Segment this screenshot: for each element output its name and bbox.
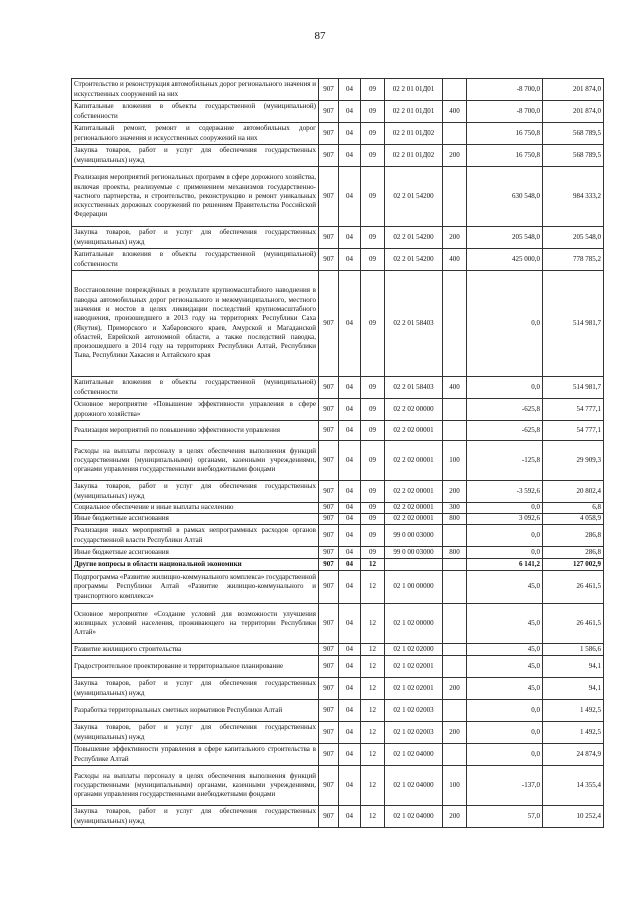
expense-type-cell: 200: [443, 806, 467, 828]
amount-total-cell: 205 548,0: [543, 227, 604, 249]
section-code-cell: 04: [339, 481, 361, 503]
section-code-cell: 04: [339, 377, 361, 399]
section-code-cell: 04: [339, 700, 361, 722]
subsection-code-cell: 12: [361, 604, 385, 644]
table-row: [72, 441, 604, 481]
subsection-code-cell: 09: [361, 101, 385, 123]
amount-total-cell: 4 058,9: [543, 514, 604, 525]
table-row: [72, 249, 604, 271]
amount-total-cell: 20 802,4: [543, 481, 604, 503]
ministry-code-cell: 907: [319, 421, 339, 441]
section-code-cell: 04: [339, 79, 361, 101]
target-article-cell: 02 1 02 02003: [385, 700, 443, 722]
expense-type-cell: [443, 559, 467, 571]
target-article-cell: 02 2 01 54200: [385, 249, 443, 271]
ministry-code-cell: 907: [319, 249, 339, 271]
target-article-cell: 02 2 01 54200: [385, 227, 443, 249]
ministry-code-cell: 907: [319, 571, 339, 604]
amount-change-cell: 0,0: [467, 744, 543, 766]
row-name-cell: Капитальные вложения в объекты государственной (муниципальной) собственности: [72, 377, 319, 399]
target-article-cell: [385, 559, 443, 571]
row-name-cell: Расходы на выплаты персоналу в целях обеспечения выполнения функций государственными (муниципальными) органами, казенными учреждениями, органами управления государственными внебюджетными фондами: [72, 766, 319, 806]
amount-change-cell: 0,0: [467, 503, 543, 514]
amount-total-cell: 26 461,5: [543, 604, 604, 644]
section-code-cell: 04: [339, 503, 361, 514]
expense-type-cell: [443, 123, 467, 145]
section-code-cell: 04: [339, 514, 361, 525]
ministry-code-cell: 907: [319, 766, 339, 806]
ministry-code-cell: 907: [319, 559, 339, 571]
target-article-cell: 02 1 02 04000: [385, 806, 443, 828]
ministry-code-cell: 907: [319, 101, 339, 123]
section-code-cell: 04: [339, 399, 361, 421]
expense-type-cell: 800: [443, 514, 467, 525]
section-code-cell: 04: [339, 571, 361, 604]
amount-change-cell: 0,0: [467, 700, 543, 722]
row-name-cell: Капитальный ремонт, ремонт и содержание автомобильных дорог регионального значения и искусственных сооружений на них: [72, 123, 319, 145]
table-row: [72, 806, 604, 828]
table-body: [72, 79, 604, 828]
table-row: [72, 399, 604, 421]
table-row: [72, 481, 604, 503]
subsection-code-cell: 12: [361, 644, 385, 656]
row-name-cell: Закупка товаров, работ и услуг для обеспечения государственных (муниципальных) нужд: [72, 678, 319, 700]
table-row: [72, 744, 604, 766]
subsection-code-cell: 09: [361, 481, 385, 503]
row-name-cell: Повышение эффективности управления в сфере капитального строительства в Республике Алтай: [72, 744, 319, 766]
section-code-cell: 04: [339, 421, 361, 441]
amount-total-cell: 54 777,1: [543, 399, 604, 421]
ministry-code-cell: 907: [319, 167, 339, 227]
ministry-code-cell: 907: [319, 271, 339, 377]
amount-change-cell: -125,8: [467, 441, 543, 481]
subsection-code-cell: 12: [361, 571, 385, 604]
ministry-code-cell: 907: [319, 722, 339, 744]
expense-type-cell: 800: [443, 547, 467, 559]
amount-change-cell: 3 092,6: [467, 514, 543, 525]
amount-change-cell: 425 000,0: [467, 249, 543, 271]
ministry-code-cell: 907: [319, 547, 339, 559]
subsection-code-cell: 09: [361, 503, 385, 514]
subsection-code-cell: 09: [361, 145, 385, 167]
subsection-code-cell: 12: [361, 722, 385, 744]
row-name-cell: Другие вопросы в области национальной экономики: [72, 559, 319, 571]
section-code-cell: 04: [339, 227, 361, 249]
target-article-cell: 02 1 02 02000: [385, 644, 443, 656]
row-name-cell: Строительство и реконструкция автомобильных дорог регионального значения и искусственных сооружений на них: [72, 79, 319, 101]
expense-type-cell: 400: [443, 249, 467, 271]
expense-type-cell: 100: [443, 441, 467, 481]
row-name-cell: Закупка товаров, работ и услуг для обеспечения государственных (муниципальных) нужд: [72, 722, 319, 744]
expense-type-cell: 400: [443, 377, 467, 399]
amount-total-cell: 94,1: [543, 678, 604, 700]
amount-total-cell: 778 785,2: [543, 249, 604, 271]
amount-total-cell: 568 789,5: [543, 145, 604, 167]
ministry-code-cell: 907: [319, 678, 339, 700]
table-row: [72, 227, 604, 249]
ministry-code-cell: 907: [319, 656, 339, 678]
expense-type-cell: 200: [443, 227, 467, 249]
amount-total-cell: 201 874,0: [543, 79, 604, 101]
subsection-code-cell: 12: [361, 656, 385, 678]
table-row: [72, 604, 604, 644]
amount-total-cell: 1 492,5: [543, 722, 604, 744]
subsection-code-cell: 09: [361, 79, 385, 101]
row-name-cell: Восстановление повреждённых в результате крупномасштабного наводнения в паводка автомобильных дорог регионального и межмуниципального, местного значения и мостов в целях ликвидации последствий крупномасштабного наводнения, произошедшего в 2013 году на территориях Республики Саха (Якутия), Приморского и Хабаровского краев, Амурской и Магаданской областей, Еврейской автономной области, а также последствий паводка, произошедшего в 2014 году на территориях Республики Алтай, Республики Тыва, Республики Хакасия и Алтайского края: [72, 271, 319, 377]
subsection-code-cell: 12: [361, 678, 385, 700]
subsection-code-cell: 09: [361, 271, 385, 377]
target-article-cell: 02 1 02 02001: [385, 656, 443, 678]
amount-change-cell: 16 750,8: [467, 123, 543, 145]
amount-change-cell: 45,0: [467, 604, 543, 644]
section-code-cell: 04: [339, 249, 361, 271]
table-row: [72, 167, 604, 227]
subsection-code-cell: 12: [361, 700, 385, 722]
row-name-cell: Закупка товаров, работ и услуг для обеспечения государственных (муниципальных) нужд: [72, 806, 319, 828]
target-article-cell: 02 1 02 02001: [385, 678, 443, 700]
amount-total-cell: 26 461,5: [543, 571, 604, 604]
amount-change-cell: 0,0: [467, 271, 543, 377]
row-name-cell: Подпрограмма «Развитие жилищно-коммунального комплекса» государственной программы Республики Алтай «Развитие жилищно-коммунального и транспортного комплекса»: [72, 571, 319, 604]
amount-change-cell: 45,0: [467, 678, 543, 700]
section-code-cell: 04: [339, 101, 361, 123]
expense-type-cell: [443, 744, 467, 766]
amount-change-cell: -8 700,0: [467, 79, 543, 101]
amount-total-cell: 984 333,2: [543, 167, 604, 227]
amount-total-cell: 1 586,6: [543, 644, 604, 656]
table-row: [72, 766, 604, 806]
row-name-cell: Основное мероприятие «Создание условий для возможности улучшения жилищных условий населения, проживающего на территории Республики Алтай»: [72, 604, 319, 644]
target-article-cell: 02 2 01 54200: [385, 167, 443, 227]
ministry-code-cell: 907: [319, 79, 339, 101]
row-name-cell: Закупка товаров, работ и услуг для обеспечения государственных (муниципальных) нужд: [72, 145, 319, 167]
row-name-cell: Капитальные вложения в объекты государственной (муниципальной) собственности: [72, 249, 319, 271]
table-row: [72, 656, 604, 678]
expense-type-cell: [443, 399, 467, 421]
row-name-cell: Социальное обеспечение и иные выплаты населению: [72, 503, 319, 514]
ministry-code-cell: 907: [319, 514, 339, 525]
subsection-code-cell: 09: [361, 514, 385, 525]
amount-change-cell: -625,8: [467, 399, 543, 421]
ministry-code-cell: 907: [319, 700, 339, 722]
amount-change-cell: 45,0: [467, 656, 543, 678]
section-code-cell: 04: [339, 167, 361, 227]
amount-total-cell: 94,1: [543, 656, 604, 678]
amount-total-cell: 1 492,5: [543, 700, 604, 722]
row-name-cell: Закупка товаров, работ и услуг для обеспечения государственных (муниципальных) нужд: [72, 481, 319, 503]
amount-change-cell: 0,0: [467, 722, 543, 744]
target-article-cell: 02 1 02 04000: [385, 766, 443, 806]
section-code-cell: 04: [339, 766, 361, 806]
row-name-cell: Капитальные вложения в объекты государственной (муниципальной) собственности: [72, 101, 319, 123]
amount-total-cell: 24 874,9: [543, 744, 604, 766]
target-article-cell: 02 1 00 00000: [385, 571, 443, 604]
amount-change-cell: 630 548,0: [467, 167, 543, 227]
subsection-code-cell: 12: [361, 806, 385, 828]
target-article-cell: 02 2 01 01Д02: [385, 123, 443, 145]
table-row: [72, 145, 604, 167]
expense-type-cell: [443, 167, 467, 227]
target-article-cell: 02 2 01 01Д02: [385, 145, 443, 167]
expense-type-cell: [443, 525, 467, 547]
subsection-code-cell: 09: [361, 167, 385, 227]
target-article-cell: 02 2 01 58403: [385, 377, 443, 399]
subsection-code-cell: 09: [361, 421, 385, 441]
amount-total-cell: 201 874,0: [543, 101, 604, 123]
ministry-code-cell: 907: [319, 744, 339, 766]
subsection-code-cell: 12: [361, 559, 385, 571]
expense-type-cell: 400: [443, 101, 467, 123]
amount-total-cell: 568 789,5: [543, 123, 604, 145]
ministry-code-cell: 907: [319, 227, 339, 249]
amount-change-cell: -137,0: [467, 766, 543, 806]
amount-change-cell: 0,0: [467, 547, 543, 559]
expense-type-cell: 300: [443, 503, 467, 514]
amount-change-cell: -8 700,0: [467, 101, 543, 123]
subsection-code-cell: 09: [361, 123, 385, 145]
target-article-cell: 99 0 00 03000: [385, 525, 443, 547]
amount-total-cell: 514 981,7: [543, 271, 604, 377]
expense-type-cell: [443, 604, 467, 644]
table-row: [72, 644, 604, 656]
section-code-cell: 04: [339, 678, 361, 700]
section-code-cell: 04: [339, 525, 361, 547]
row-name-cell: Иные бюджетные ассигнования: [72, 547, 319, 559]
table-row: [72, 503, 604, 514]
page-number: 87: [314, 30, 326, 42]
expense-type-cell: [443, 571, 467, 604]
target-article-cell: 02 1 02 00000: [385, 604, 443, 644]
ministry-code-cell: 907: [319, 441, 339, 481]
amount-total-cell: 14 355,4: [543, 766, 604, 806]
amount-total-cell: 6,8: [543, 503, 604, 514]
section-code-cell: 04: [339, 559, 361, 571]
section-code-cell: 04: [339, 722, 361, 744]
row-name-cell: Градостроительное проектирование и территориальное планирование: [72, 656, 319, 678]
amount-total-cell: 286,8: [543, 547, 604, 559]
table-row: [72, 547, 604, 559]
row-name-cell: Расходы на выплаты персоналу в целях обеспечения выполнения функций государственными (муниципальными) органами, казенными учреждениями, органами управления государственными внебюджетными фондами: [72, 441, 319, 481]
subsection-code-cell: 09: [361, 441, 385, 481]
table-row: [72, 79, 604, 101]
ministry-code-cell: 907: [319, 123, 339, 145]
ministry-code-cell: 907: [319, 525, 339, 547]
amount-change-cell: -625,8: [467, 421, 543, 441]
subsection-code-cell: 12: [361, 766, 385, 806]
row-name-cell: Иные бюджетные ассигнования: [72, 514, 319, 525]
table-row: [72, 377, 604, 399]
section-code-cell: 04: [339, 271, 361, 377]
expense-type-cell: 100: [443, 766, 467, 806]
amount-change-cell: 16 750,8: [467, 145, 543, 167]
table-row: [72, 101, 604, 123]
table-row: [72, 123, 604, 145]
table-row: [72, 571, 604, 604]
section-code-cell: 04: [339, 123, 361, 145]
budget-table: [71, 78, 604, 828]
target-article-cell: 02 2 02 00001: [385, 481, 443, 503]
ministry-code-cell: 907: [319, 399, 339, 421]
table-row: [72, 271, 604, 377]
subsection-code-cell: 09: [361, 377, 385, 399]
row-name-cell: Реализация мероприятий по повышению эффективности управления: [72, 421, 319, 441]
expense-type-cell: 200: [443, 678, 467, 700]
amount-total-cell: 54 777,1: [543, 421, 604, 441]
amount-change-cell: 205 548,0: [467, 227, 543, 249]
row-name-cell: Разработка территориальных сметных нормативов Республики Алтай: [72, 700, 319, 722]
amount-total-cell: 286,8: [543, 525, 604, 547]
amount-change-cell: 0,0: [467, 377, 543, 399]
expense-type-cell: 200: [443, 145, 467, 167]
amount-total-cell: 127 002,9: [543, 559, 604, 571]
amount-change-cell: 45,0: [467, 571, 543, 604]
table-row: [72, 559, 604, 571]
table-row: [72, 722, 604, 744]
expense-type-cell: 200: [443, 722, 467, 744]
row-name-cell: Реализация иных мероприятий в рамках непрограммных расходов органов государственной власти Республики Алтай: [72, 525, 319, 547]
ministry-code-cell: 907: [319, 806, 339, 828]
target-article-cell: 02 2 01 01Д01: [385, 79, 443, 101]
row-name-cell: Развитие жилищного строительства: [72, 644, 319, 656]
row-name-cell: Реализация мероприятий региональных программ в сфере дорожного хозяйства, включая проекты, реализуемые с применением механизмов государственно-частного партнерства, и строительство, реконструкцию и ремонт уникальных искусственных дорожных сооружений по решениям Правительства Российской Федерации: [72, 167, 319, 227]
table-row: [72, 700, 604, 722]
expense-type-cell: [443, 271, 467, 377]
row-name-cell: Основное мероприятие «Повышение эффективности управления в сфере дорожного хозяйства»: [72, 399, 319, 421]
amount-change-cell: -3 592,6: [467, 481, 543, 503]
amount-change-cell: 45,0: [467, 644, 543, 656]
expense-type-cell: [443, 700, 467, 722]
amount-total-cell: 10 252,4: [543, 806, 604, 828]
target-article-cell: 02 2 02 00000: [385, 399, 443, 421]
target-article-cell: 02 2 01 01Д01: [385, 101, 443, 123]
subsection-code-cell: 12: [361, 744, 385, 766]
expense-type-cell: 200: [443, 481, 467, 503]
subsection-code-cell: 09: [361, 547, 385, 559]
section-code-cell: 04: [339, 547, 361, 559]
target-article-cell: 99 0 00 03000: [385, 547, 443, 559]
section-code-cell: 04: [339, 644, 361, 656]
section-code-cell: 04: [339, 441, 361, 481]
expense-type-cell: [443, 421, 467, 441]
table-row: [72, 514, 604, 525]
section-code-cell: 04: [339, 656, 361, 678]
table-row: [72, 421, 604, 441]
subsection-code-cell: 09: [361, 227, 385, 249]
subsection-code-cell: 09: [361, 249, 385, 271]
target-article-cell: 02 2 01 58403: [385, 271, 443, 377]
subsection-code-cell: 09: [361, 525, 385, 547]
section-code-cell: 04: [339, 604, 361, 644]
expense-type-cell: [443, 656, 467, 678]
expense-type-cell: [443, 644, 467, 656]
section-code-cell: 04: [339, 806, 361, 828]
section-code-cell: 04: [339, 145, 361, 167]
target-article-cell: 02 2 02 00001: [385, 503, 443, 514]
amount-change-cell: 57,0: [467, 806, 543, 828]
amount-total-cell: 514 981,7: [543, 377, 604, 399]
ministry-code-cell: 907: [319, 377, 339, 399]
target-article-cell: 02 2 02 00001: [385, 421, 443, 441]
subsection-code-cell: 09: [361, 399, 385, 421]
ministry-code-cell: 907: [319, 145, 339, 167]
target-article-cell: 02 1 02 04000: [385, 744, 443, 766]
amount-change-cell: 6 141,2: [467, 559, 543, 571]
table-row: [72, 525, 604, 547]
ministry-code-cell: 907: [319, 481, 339, 503]
section-code-cell: 04: [339, 744, 361, 766]
row-name-cell: Закупка товаров, работ и услуг для обеспечения государственных (муниципальных) нужд: [72, 227, 319, 249]
table-row: [72, 678, 604, 700]
amount-total-cell: 29 909,3: [543, 441, 604, 481]
target-article-cell: 02 2 02 00001: [385, 441, 443, 481]
ministry-code-cell: 907: [319, 604, 339, 644]
ministry-code-cell: 907: [319, 644, 339, 656]
target-article-cell: 02 1 02 02003: [385, 722, 443, 744]
target-article-cell: 02 2 02 00001: [385, 514, 443, 525]
ministry-code-cell: 907: [319, 503, 339, 514]
amount-change-cell: 0,0: [467, 525, 543, 547]
expense-type-cell: [443, 79, 467, 101]
